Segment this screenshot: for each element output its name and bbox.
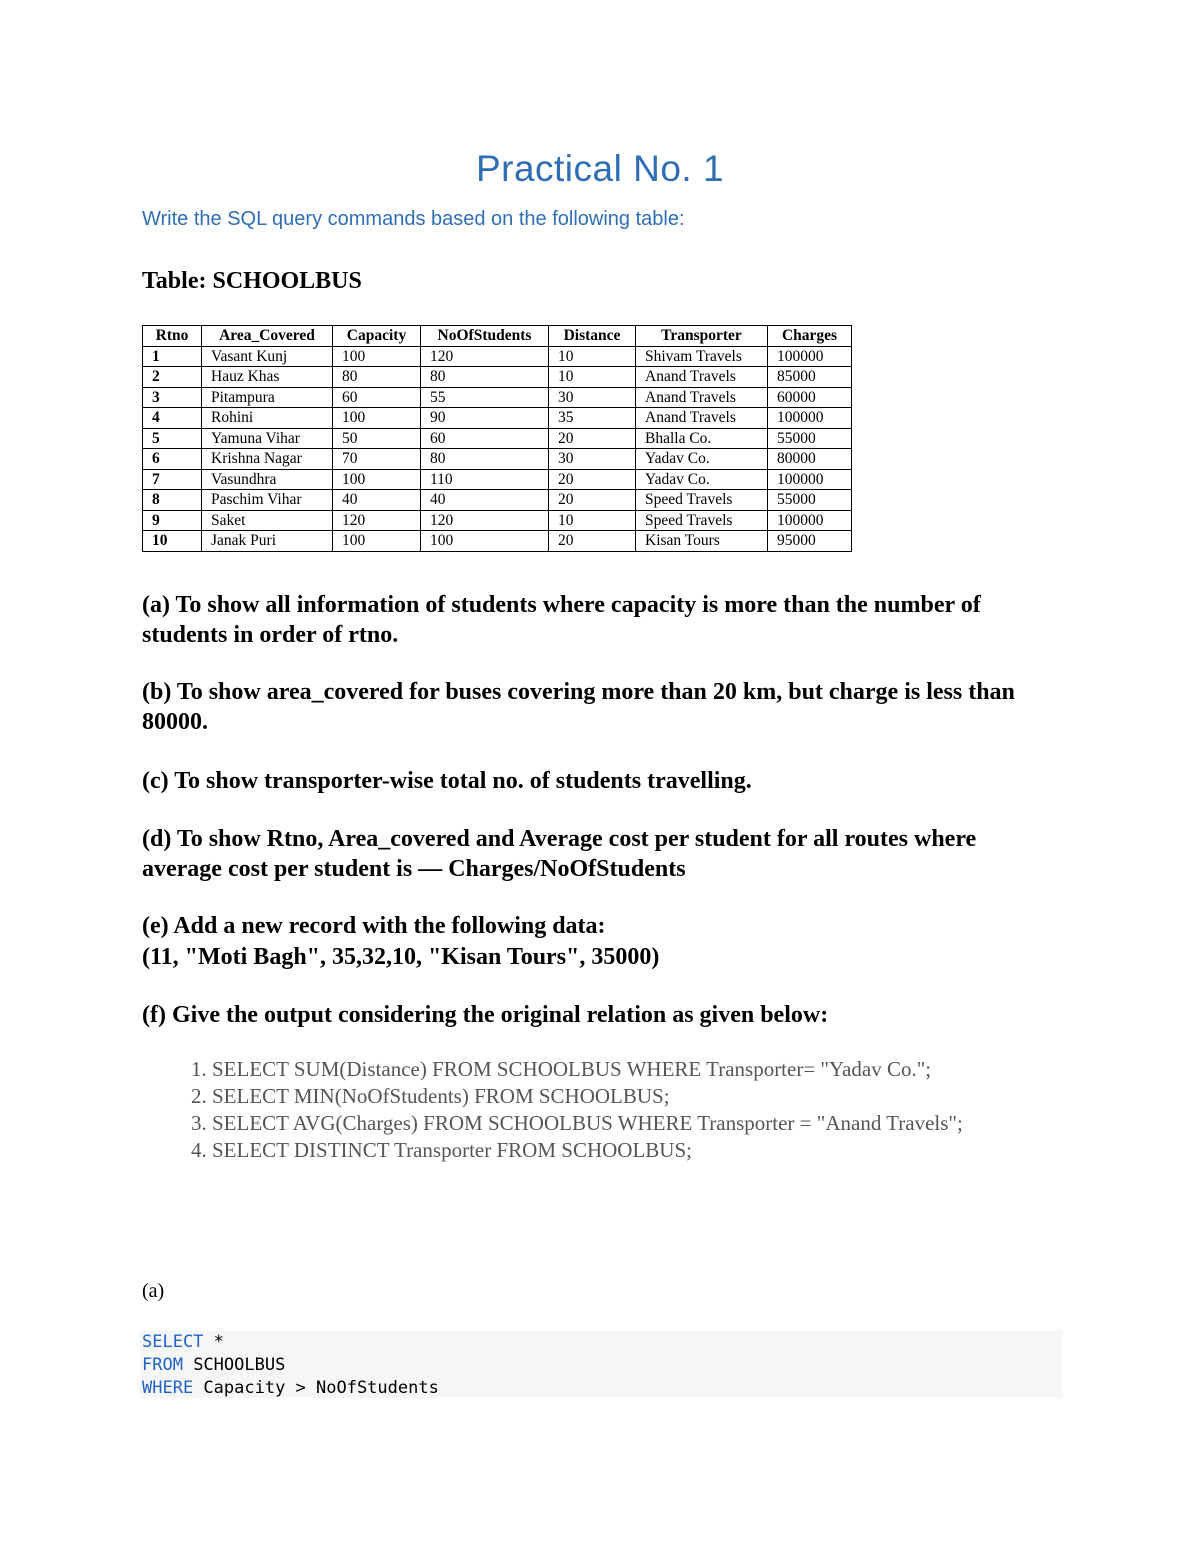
cell-rtno: 8	[143, 490, 202, 511]
cell-rtno: 6	[143, 449, 202, 470]
code-text: SCHOOLBUS	[182, 1355, 286, 1375]
code-text: *	[203, 1332, 224, 1352]
cell-noofstudents: 120	[421, 346, 549, 367]
cell-charges: 100000	[768, 469, 852, 490]
question-d: (d) To show Rtno, Area_covered and Average cost per student for all routes where average cost per student is — Charges/NoOfStudents	[142, 826, 977, 882]
cell-transporter: Kisan Tours	[636, 531, 768, 552]
cell-distance: 30	[549, 387, 636, 408]
cell-capacity: 100	[333, 531, 421, 552]
table-row	[143, 531, 852, 552]
cell-charges: 55000	[768, 490, 852, 511]
header-area-covered: Area_Covered	[202, 326, 333, 347]
header-distance: Distance	[549, 326, 636, 347]
cell-area-covered: Saket	[202, 510, 333, 531]
select-query-item: 1. SELECT SUM(Distance) FROM SCHOOLBUS WHERE Transporter= "Yadav Co.";	[212, 1056, 1072, 1083]
cell-area-covered: Paschim Vihar	[202, 490, 333, 511]
question-a: (a) To show all information of students where capacity is more than the number of students in order of rtno.	[142, 592, 981, 648]
table-header-row	[143, 326, 852, 347]
table-row	[143, 387, 852, 408]
cell-distance: 10	[549, 510, 636, 531]
cell-rtno: 1	[143, 346, 202, 367]
cell-distance: 35	[549, 408, 636, 429]
cell-capacity: 50	[333, 428, 421, 449]
cell-rtno: 10	[143, 531, 202, 552]
cell-capacity: 70	[333, 449, 421, 470]
header-transporter: Transporter	[636, 326, 768, 347]
cell-transporter: Yadav Co.	[636, 469, 768, 490]
cell-capacity: 40	[333, 490, 421, 511]
table-label: Table: SCHOOLBUS	[142, 268, 362, 294]
cell-area-covered: Krishna Nagar	[202, 449, 333, 470]
cell-distance: 20	[549, 469, 636, 490]
cell-rtno: 9	[143, 510, 202, 531]
question-f: (f) Give the output considering the original relation as given below:	[142, 1002, 829, 1028]
table-row	[143, 449, 852, 470]
cell-distance: 20	[549, 428, 636, 449]
cell-area-covered: Yamuna Vihar	[202, 428, 333, 449]
cell-rtno: 5	[143, 428, 202, 449]
cell-area-covered: Vasundhra	[202, 469, 333, 490]
cell-area-covered: Janak Puri	[202, 531, 333, 552]
question-b: (b) To show area_covered for buses covering more than 20 km, but charge is less than 80000.	[142, 679, 1015, 735]
select-query-item: 2. SELECT MIN(NoOfStudents) FROM SCHOOLBUS;	[212, 1083, 1072, 1110]
cell-area-covered: Pitampura	[202, 387, 333, 408]
select-query-list	[142, 1056, 1072, 1164]
cell-charges: 55000	[768, 428, 852, 449]
cell-rtno: 2	[143, 367, 202, 388]
question-e-line1: (e) Add a new record with the following data:	[142, 913, 606, 939]
cell-transporter: Yadav Co.	[636, 449, 768, 470]
code-block	[140, 1330, 1062, 1398]
cell-capacity: 100	[333, 346, 421, 367]
instruction-text: Write the SQL query commands based on the following table:	[142, 208, 685, 230]
code-keyword: WHERE	[142, 1378, 194, 1398]
cell-transporter: Anand Travels	[636, 408, 768, 429]
cell-rtno: 3	[143, 387, 202, 408]
page-title: Practical No. 1	[475, 148, 725, 189]
cell-charges: 95000	[768, 531, 852, 552]
table-row	[143, 510, 852, 531]
table-row	[143, 367, 852, 388]
table-row	[143, 490, 852, 511]
cell-area-covered: Rohini	[202, 408, 333, 429]
table-row	[143, 428, 852, 449]
cell-charges: 100000	[768, 346, 852, 367]
question-e-line2: (11, "Moti Bagh", 35,32,10, "Kisan Tours", 35000)	[142, 944, 660, 970]
schoolbus-table	[142, 325, 852, 552]
cell-area-covered: Hauz Khas	[202, 367, 333, 388]
cell-transporter: Anand Travels	[636, 367, 768, 388]
code-line-1	[142, 1331, 1062, 1354]
cell-transporter: Bhalla Co.	[636, 428, 768, 449]
cell-charges: 60000	[768, 387, 852, 408]
table-row	[143, 408, 852, 429]
cell-noofstudents: 80	[421, 449, 549, 470]
cell-transporter: Anand Travels	[636, 387, 768, 408]
header-noofstudents: NoOfStudents	[421, 326, 549, 347]
cell-transporter: Shivam Travels	[636, 346, 768, 367]
code-text: Capacity > NoOfStudents	[193, 1378, 439, 1398]
cell-noofstudents: 40	[421, 490, 549, 511]
cell-distance: 20	[549, 531, 636, 552]
cell-capacity: 80	[333, 367, 421, 388]
code-line-2	[142, 1354, 1062, 1377]
cell-noofstudents: 110	[421, 469, 549, 490]
header-rtno: Rtno	[143, 326, 202, 347]
cell-distance: 10	[549, 346, 636, 367]
cell-capacity: 120	[333, 510, 421, 531]
cell-distance: 30	[549, 449, 636, 470]
question-c: (c) To show transporter-wise total no. of students travelling.	[142, 768, 752, 794]
answer-label: (a)	[142, 1280, 165, 1302]
table-row	[143, 346, 852, 367]
cell-noofstudents: 80	[421, 367, 549, 388]
header-charges: Charges	[768, 326, 852, 347]
cell-noofstudents: 100	[421, 531, 549, 552]
cell-noofstudents: 60	[421, 428, 549, 449]
cell-capacity: 100	[333, 408, 421, 429]
code-line-3	[142, 1377, 1062, 1400]
cell-noofstudents: 120	[421, 510, 549, 531]
cell-noofstudents: 90	[421, 408, 549, 429]
cell-charges: 85000	[768, 367, 852, 388]
cell-distance: 20	[549, 490, 636, 511]
cell-capacity: 60	[333, 387, 421, 408]
cell-distance: 10	[549, 367, 636, 388]
select-query-item: 4. SELECT DISTINCT Transporter FROM SCHOOLBUS;	[212, 1137, 1072, 1164]
cell-rtno: 4	[143, 408, 202, 429]
table-row	[143, 469, 852, 490]
header-capacity: Capacity	[333, 326, 421, 347]
cell-transporter: Speed Travels	[636, 490, 768, 511]
select-query-item: 3. SELECT AVG(Charges) FROM SCHOOLBUS WHERE Transporter = "Anand Travels";	[212, 1110, 1072, 1137]
cell-charges: 100000	[768, 408, 852, 429]
cell-transporter: Speed Travels	[636, 510, 768, 531]
code-keyword: FROM	[142, 1355, 183, 1375]
cell-area-covered: Vasant Kunj	[202, 346, 333, 367]
cell-capacity: 100	[333, 469, 421, 490]
cell-charges: 100000	[768, 510, 852, 531]
cell-noofstudents: 55	[421, 387, 549, 408]
code-keyword: SELECT	[142, 1332, 204, 1352]
cell-charges: 80000	[768, 449, 852, 470]
cell-rtno: 7	[143, 469, 202, 490]
